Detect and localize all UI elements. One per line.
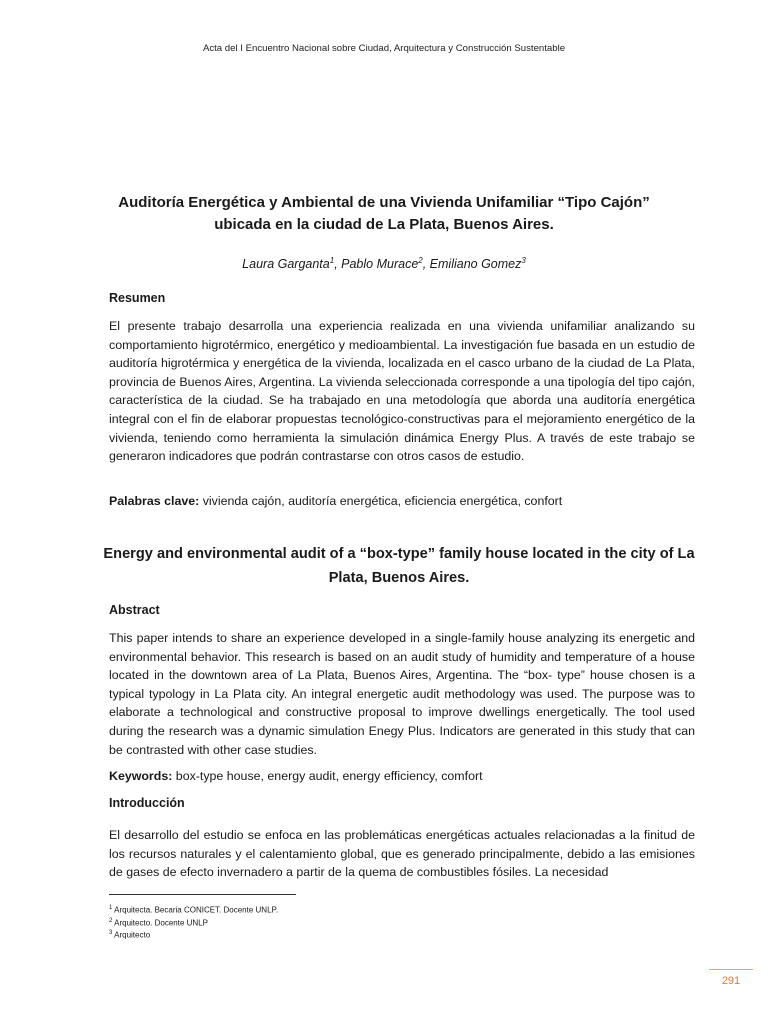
paper-title-english: Energy and environmental audit of a “box-type” family house located in the city of La Plata, Buenos Aires. <box>103 546 695 586</box>
keywords-text: box-type house, energy audit, energy efficiency, comfort <box>172 769 483 783</box>
footnote-text: Arquitecta. Becaria CONICET. Docente UNLP. <box>112 905 279 915</box>
paper-title-spanish: Auditoría Energética y Ambiental de una Vivienda Unifamiliar “Tipo Cajón” ubicada en la ciudad de La Plata, Buenos Aires. <box>118 194 650 233</box>
page-number: 291 <box>721 975 741 987</box>
footnote-mark: 3 <box>109 930 113 937</box>
introduccion-heading: Introducción <box>109 796 185 810</box>
author-footnote-mark: 2 <box>418 256 423 265</box>
footnote-mark: 1 <box>109 905 113 911</box>
keywords <box>109 769 695 783</box>
footnote-divider <box>109 894 296 895</box>
footnotes <box>109 903 278 941</box>
running-header: Acta del I Encuentro Nacional sobre Ciudad, Arquitectura y Construcción Sustentable <box>202 43 566 54</box>
palabras-clave-text: vivienda cajón, auditoría energética, eficiencia energética, confort <box>199 494 563 508</box>
palabras-clave <box>109 494 695 508</box>
abstract-heading: Abstract <box>109 603 160 617</box>
page-number-rule <box>709 969 753 970</box>
author-name: Pablo Murace <box>341 257 419 272</box>
author-name: Laura Garganta <box>242 257 330 272</box>
footnote <box>109 928 278 941</box>
footnote <box>109 903 278 916</box>
author-footnote-mark: 3 <box>521 256 526 265</box>
footnote <box>109 916 278 929</box>
resumen-text: El presente trabajo desarrolla una experiencia realizada en una vivienda unifamiliar analizando su comportamiento higrotérmico, energético y medioambiental. La investigación fue basada en un estudio de auditoría higrotérmica y energética de la vivienda, localizada en el casco urbano de la ciudad de La Plata, provincia de Buenos Aires, Argentina. La vivienda seleccionada corresponde a una tipología del tipo cajón, característica de la ciudad. Se ha trabajado en una metodología que aborda una auditoría energética integral con el fin de elaborar propuestas tecnológico-constructivas para el mejoramiento energético de la vivienda, teniendo como herramienta la simulación dinámica Energy Plus. A través de este trabajo se generaron indicadores que podrán contrastarse con otros casos de estudio. <box>109 319 695 464</box>
keywords-label: Keywords: <box>109 769 173 783</box>
footnote-mark: 2 <box>109 917 113 924</box>
author-name: Emiliano Gomez <box>429 257 522 272</box>
abstract-text: This paper intends to share an experience developed in a single-family house analyzing its energetic and environmental behavior. This research is based on an audit study of humidity and temperature of a house located in the downtown area of La Plata, Buenos Aires, Argentina. The “box- type” house chosen is a typical typology in La Plata city. An integral energetic audit methodology was used. The purpose was to elaborate a technological and constructive proposal to improve dwellings energetically. The tool used during the research was a dynamic simulation Enegy Plus. Indicators are generated in this study that can be contrasted with other case studies. <box>109 631 695 757</box>
footnote-text: Arquitecto. Docente UNLP <box>112 918 208 928</box>
author-list: Laura Garganta$^1$, Pablo Murace$^2$, Emiliano Gomez$^3$ <box>242 256 526 272</box>
palabras-clave-label: Palabras clave: <box>109 494 200 508</box>
footnote-text: Arquitecto <box>112 930 151 940</box>
introduccion-text: El desarrollo del estudio se enfoca en las problemáticas energéticas actuales relacionadas a la finitud de los recursos naturales y el calentamiento global, que es generado principalmente, debido a las emisiones de gases de efecto invernadero a partir de la quema de combustibles fósiles. La necesidad <box>109 828 695 880</box>
resumen-heading: Resumen <box>109 291 166 305</box>
author-footnote-mark: 1 <box>329 256 335 265</box>
